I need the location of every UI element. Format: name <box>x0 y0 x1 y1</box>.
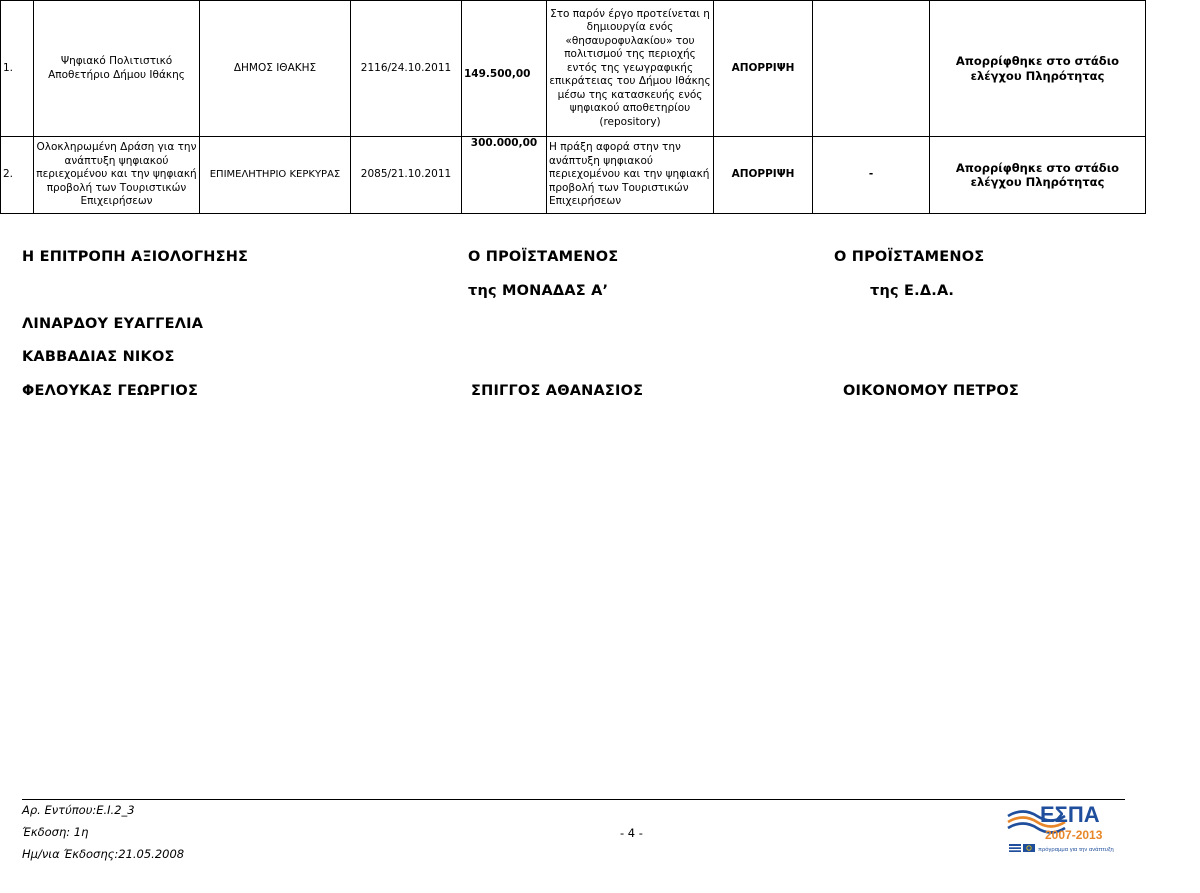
table-row <box>1 1 1146 137</box>
result: ΑΠΟΡΡΙΨΗ <box>714 137 813 214</box>
committee-title: Η ΕΠΙΤΡΟΠΗ ΑΞΙΟΛΟΓΗΣΗΣ <box>22 249 249 265</box>
espa-logo <box>1005 797 1117 857</box>
protocol-number: 2085/21.10.2011 <box>351 137 462 214</box>
beneficiary: ΕΠΙΜΕΛΗΤΗΡΙΟ ΚΕΡΚΥΡΑΣ <box>200 137 351 214</box>
results-table <box>0 0 1146 214</box>
beneficiary: ΔΗΜΟΣ ΙΘΑΚΗΣ <box>200 1 351 137</box>
committee-member-2: ΚΑΒΒΑΔΙΑΣ ΝΙΚΟΣ <box>22 349 175 365</box>
edition-date: Ημ/νια Έκδοσης:21.05.2008 <box>22 847 185 861</box>
logo-title: ΕΣΠΑ <box>1040 802 1100 827</box>
logo-tagline: πρόγραμμα για την ανάπτυξη <box>1038 847 1114 853</box>
page-number: - 4 - <box>620 826 643 840</box>
eda-head-title: Ο ΠΡΟΪΣΤΑΜΕΝΟΣ <box>834 249 985 265</box>
protocol-number: 2116/24.10.2011 <box>351 1 462 137</box>
result: ΑΠΟΡΡΙΨΗ <box>714 1 813 137</box>
unit-head-title: Ο ΠΡΟΪΣΤΑΜΕΝΟΣ <box>468 249 619 265</box>
unit-head-subtitle: της ΜΟΝΑΔΑΣ Α’ <box>468 283 609 299</box>
budget: 300.000,00 <box>462 137 547 214</box>
score <box>813 1 930 137</box>
table-row <box>1 137 1146 214</box>
project-description: Στο παρόν έργο προτείνεται η δημιουργία ενός «θησαυροφυλακίου» του πολιτισμού της περιοχής εντός της γεωγραφικής επικράτειας του Δήμου Ιθάκης μέσω της κατασκευής ενός ψηφιακού αποθετηρίου (repository) <box>547 1 714 137</box>
project-title: Ολοκληρωμένη Δράση για την ανάπτυξη ψηφιακού περιεχομένου και την ψηφιακή προβολή των Τουριστικών Επιχειρήσεων <box>34 137 200 214</box>
score: - <box>813 137 930 214</box>
unit-head-name: ΣΠΙΓΓΟΣ ΑΘΑΝΑΣΙΟΣ <box>471 383 644 399</box>
budget: 149.500,00 <box>462 1 547 137</box>
project-title: Ψηφιακό Πολιτιστικό Αποθετήριο Δήμου Ιθάκης <box>34 1 200 137</box>
form-number: Αρ. Εντύπου:Ε.Ι.2_3 <box>22 803 135 817</box>
row-number: 1. <box>1 1 34 137</box>
eda-head-name: ΟΙΚΟΝΟΜΟΥ ΠΕΤΡΟΣ <box>843 383 1020 399</box>
project-description: Η πράξη αφορά στην την ανάπτυξη ψηφιακού περιεχομένου και την ψηφιακή προβολή των Τουριστικών Επιχειρήσεων <box>547 137 714 214</box>
committee-member-1: ΛΙΝΑΡΔΟΥ ΕΥΑΓΓΕΛΙΑ <box>22 316 204 332</box>
remark: Απορρίφθηκε στο στάδιο ελέγχου Πληρότητας <box>930 137 1146 214</box>
row-number: 2. <box>1 137 34 214</box>
remark: Απορρίφθηκε στο στάδιο ελέγχου Πληρότητας <box>930 1 1146 137</box>
committee-member-3: ΦΕΛΟΥΚΑΣ ΓΕΩΡΓΙΟΣ <box>22 383 199 399</box>
eda-head-subtitle: της Ε.Δ.Α. <box>870 283 955 299</box>
logo-years: 2007-2013 <box>1045 828 1103 842</box>
footer-divider <box>22 799 1125 800</box>
edition: Έκδοση: 1η <box>22 825 89 839</box>
